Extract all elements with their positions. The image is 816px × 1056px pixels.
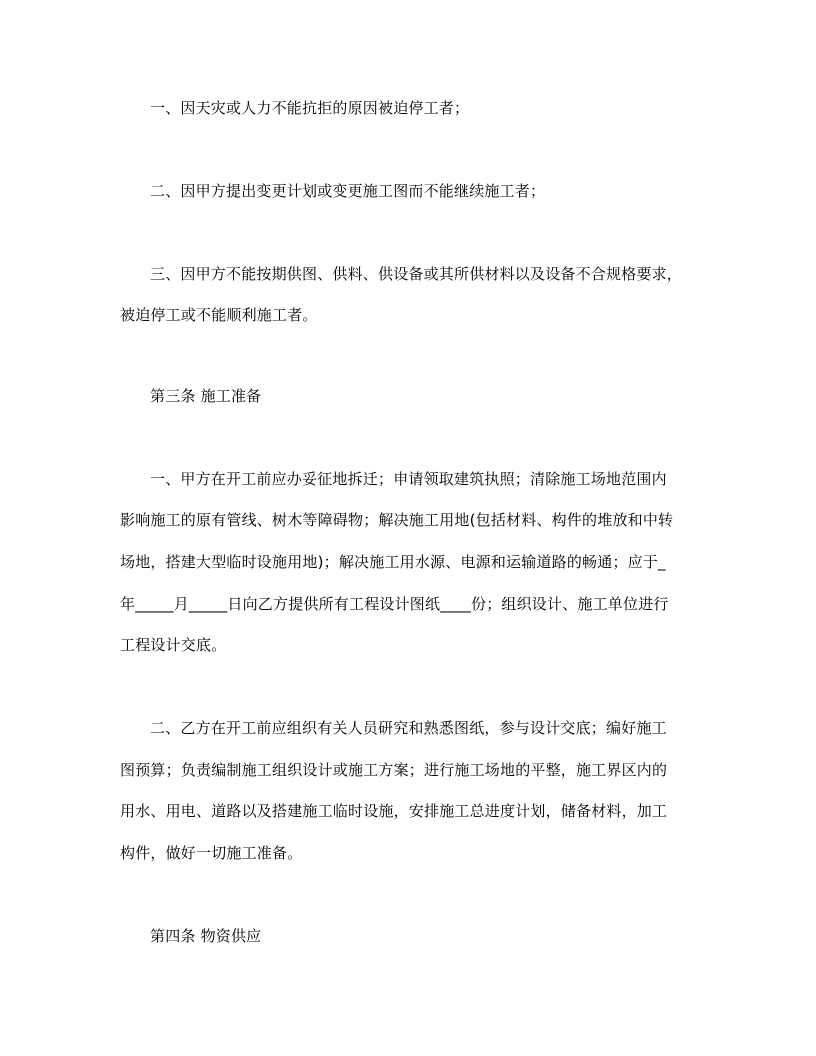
party-a-prep-line-2: 影响施工的原有管线、树木等障碍物；解决施工用地(包括材料、构件的堆放和中转	[120, 511, 674, 529]
party-a-prep-line-4: 年_____月_____日向乙方提供所有工程设计图纸____份；组织设计、施工单位进行	[120, 595, 669, 613]
party-b-prep-line-4: 构件，做好一切施工准备。	[120, 844, 303, 862]
party-b-prep-line-3: 用水、用电、道路以及搭建施工临时设施，安排施工总进度计划，储备材料，加工	[120, 802, 668, 820]
party-a-prep-line-3: 场地，搭建大型临时设施用地)；解决施工用水源、电源和运输道路的畅通；应于_	[120, 553, 666, 571]
party-a-prep-line-1: 一、甲方在开工前应办妥征地拆迁；申请领取建筑执照；清除施工场地范围内	[150, 470, 667, 488]
party-a-prep-line-5: 工程设计交底。	[120, 636, 227, 654]
section-heading-material-supply: 第四条 物资供应	[150, 927, 262, 945]
clause-supply-delay-line-2: 被迫停工或不能顺利施工者。	[120, 306, 318, 324]
party-b-prep-line-2: 图预算；负责编制施工组织设计或施工方案；进行施工场地的平整，施工界区内的	[120, 761, 668, 779]
section-heading-construction-preparation: 第三条 施工准备	[150, 387, 262, 405]
clause-force-majeure: 一、因天灾或人力不能抗拒的原因被迫停工者；	[150, 99, 470, 117]
party-b-prep-line-1: 二、乙方在开工前应组织有关人员研究和熟悉图纸，参与设计交底；编好施工	[150, 719, 667, 737]
clause-supply-delay-line-1: 三、因甲方不能按期供图、供料、供设备或其所供材料以及设备不合规格要求，	[150, 265, 683, 283]
clause-design-change: 二、因甲方提出变更计划或变更施工图而不能继续施工者；	[150, 182, 546, 200]
